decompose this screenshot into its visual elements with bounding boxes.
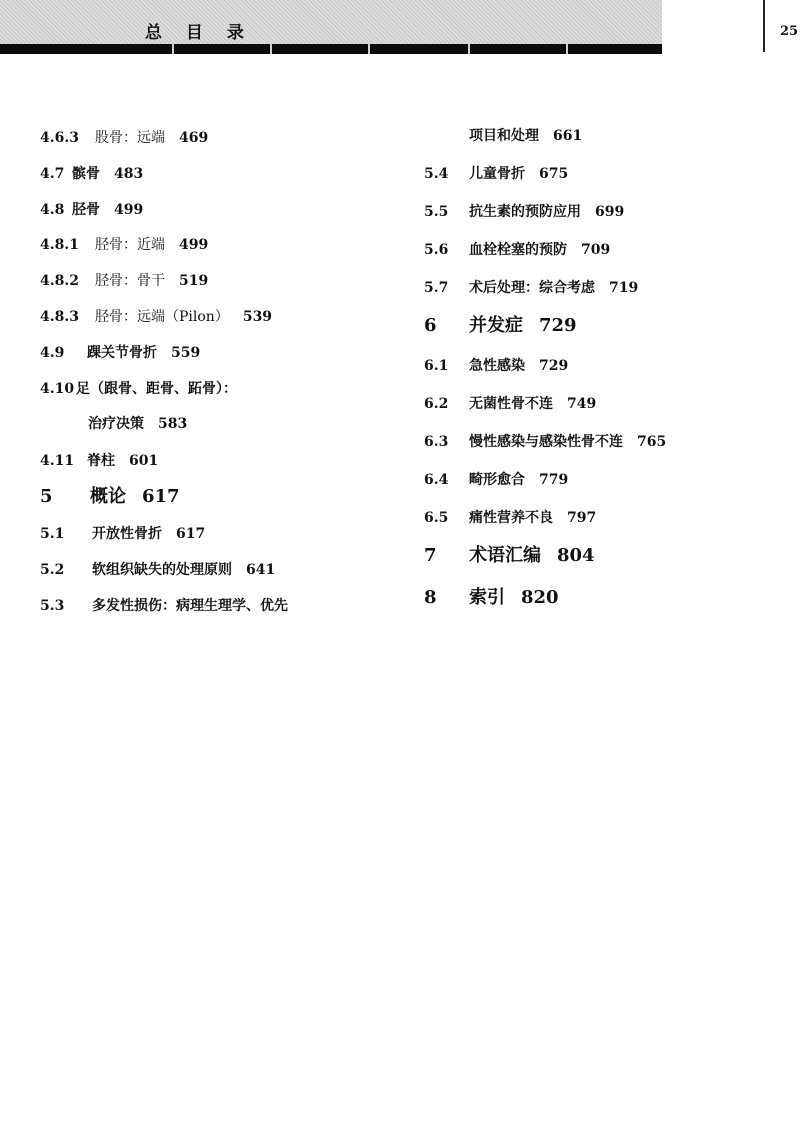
toc-number: 8 [424,587,437,608]
toc-page: 617 [176,526,206,542]
toc-entry [424,357,568,375]
toc-title: 多发性损伤：病理生理学、优先 [92,598,288,614]
toc-title: 并发症 [469,315,523,336]
toc-title: 术语汇编 [469,545,541,566]
toc-number: 5.7 [424,280,449,296]
toc-number: 4.8.1 [40,237,79,253]
toc-entry [40,415,187,433]
toc-entry [40,308,272,326]
toc-title: 脊柱 [87,453,115,469]
toc-entry [424,279,638,297]
toc-page: 661 [553,128,583,144]
toc-title: 胫骨：骨干 [95,273,165,289]
toc-number: 6.3 [424,434,449,450]
toc-number: 4.7 [40,166,65,182]
toc-entry [40,486,180,508]
toc-entry [424,315,577,337]
toc-title: 索引 [469,587,505,608]
toc-entry [424,433,666,451]
toc-page: 499 [179,237,209,253]
toc-title: 术后处理：综合考虑 [469,280,595,296]
toc-number: 6.2 [424,396,449,412]
toc-entry [40,201,143,219]
toc-entry [40,165,143,183]
toc-page: 797 [567,510,597,526]
toc-title: 血栓栓塞的预防 [469,242,567,258]
toc-number: 5.1 [40,526,65,542]
toc-entry [40,129,208,147]
toc-title: 痛性营养不良 [469,510,553,526]
toc-number: 6.4 [424,472,449,488]
toc-page: 749 [567,396,597,412]
toc-page: 583 [158,416,188,432]
header-divider [763,0,765,52]
toc-number: 6.1 [424,358,449,374]
toc-number: 4.8 [40,202,65,218]
toc-page: 519 [179,273,209,289]
toc-page: 729 [539,315,577,336]
toc-title: 胫骨：远端（Pilon） [95,309,229,325]
toc-entry [424,165,568,183]
toc-number: 5.4 [424,166,449,182]
toc-entry [424,241,610,259]
toc-entry [424,395,596,413]
toc-page: 779 [539,472,569,488]
toc-page: 699 [595,204,625,220]
toc-page: 820 [521,587,559,608]
page-number: 25 [780,24,799,39]
toc-entry [40,597,288,615]
toc-page: 804 [557,545,595,566]
toc-title: 髌骨 [72,166,100,182]
toc-number: 7 [424,545,437,566]
toc-page: 601 [129,453,159,469]
toc-entry [424,545,595,567]
toc-title: 足（跟骨、距骨、跖骨）： [76,381,237,397]
toc-number: 6.5 [424,510,449,526]
toc-number: 5.6 [424,242,449,258]
toc-entry [40,561,275,579]
toc-number: 4.8.2 [40,273,79,289]
toc-page: 539 [242,309,273,325]
toc-number: 4.10 [40,381,75,397]
toc-page: 709 [581,242,611,258]
toc-entry [40,272,208,290]
toc-entry [40,344,200,362]
toc-title: 踝关节骨折 [87,345,157,361]
toc-title: 儿童骨折 [469,166,525,182]
toc-page: 499 [114,202,144,218]
toc-page: 729 [539,358,569,374]
toc-number: 4.9 [40,345,65,361]
header-band [0,0,662,44]
toc-page: 675 [539,166,569,182]
toc-page: 559 [171,345,201,361]
toc-title: 无菌性骨不连 [469,396,553,412]
toc-title: 胫骨：近端 [95,237,165,253]
toc-number: 4.11 [40,453,75,469]
header-rule [0,44,662,54]
toc-title: 开放性骨折 [92,526,162,542]
toc-entry [40,380,237,398]
toc-title: 胫骨 [72,202,100,218]
toc-entry [40,236,208,254]
toc-page: 641 [246,562,276,578]
toc-number: 4.6.3 [40,130,79,146]
toc-title: 软组织缺失的处理原则 [92,562,232,578]
page-title: 总 目 录 [145,23,253,43]
toc-page: 719 [609,280,639,296]
toc-title: 项目和处理 [469,128,539,144]
toc-number: 6 [424,315,437,336]
toc-title: 抗生素的预防应用 [469,204,581,220]
toc-number: 5.2 [40,562,65,578]
toc-number: 5.5 [424,204,449,220]
toc-title: 股骨：远端 [95,130,165,146]
toc-title: 概论 [90,486,126,507]
toc-page: 765 [637,434,667,450]
toc-entry [424,203,624,221]
toc-title: 治疗决策 [88,416,144,432]
toc-number: 5.3 [40,598,65,614]
toc-entry [40,452,158,470]
toc-entry [424,509,596,527]
toc-title: 急性感染 [469,358,525,374]
toc-page: 483 [114,166,144,182]
toc-page: 617 [142,486,180,507]
toc-page: 469 [179,130,209,146]
toc-entry [40,525,205,543]
toc-entry [424,587,559,609]
toc-number: 4.8.3 [40,309,79,325]
toc-title: 畸形愈合 [469,472,525,488]
toc-number: 5 [40,486,53,507]
toc-title: 慢性感染与感染性骨不连 [469,434,623,450]
toc-entry [424,471,568,489]
toc-entry [424,127,582,145]
